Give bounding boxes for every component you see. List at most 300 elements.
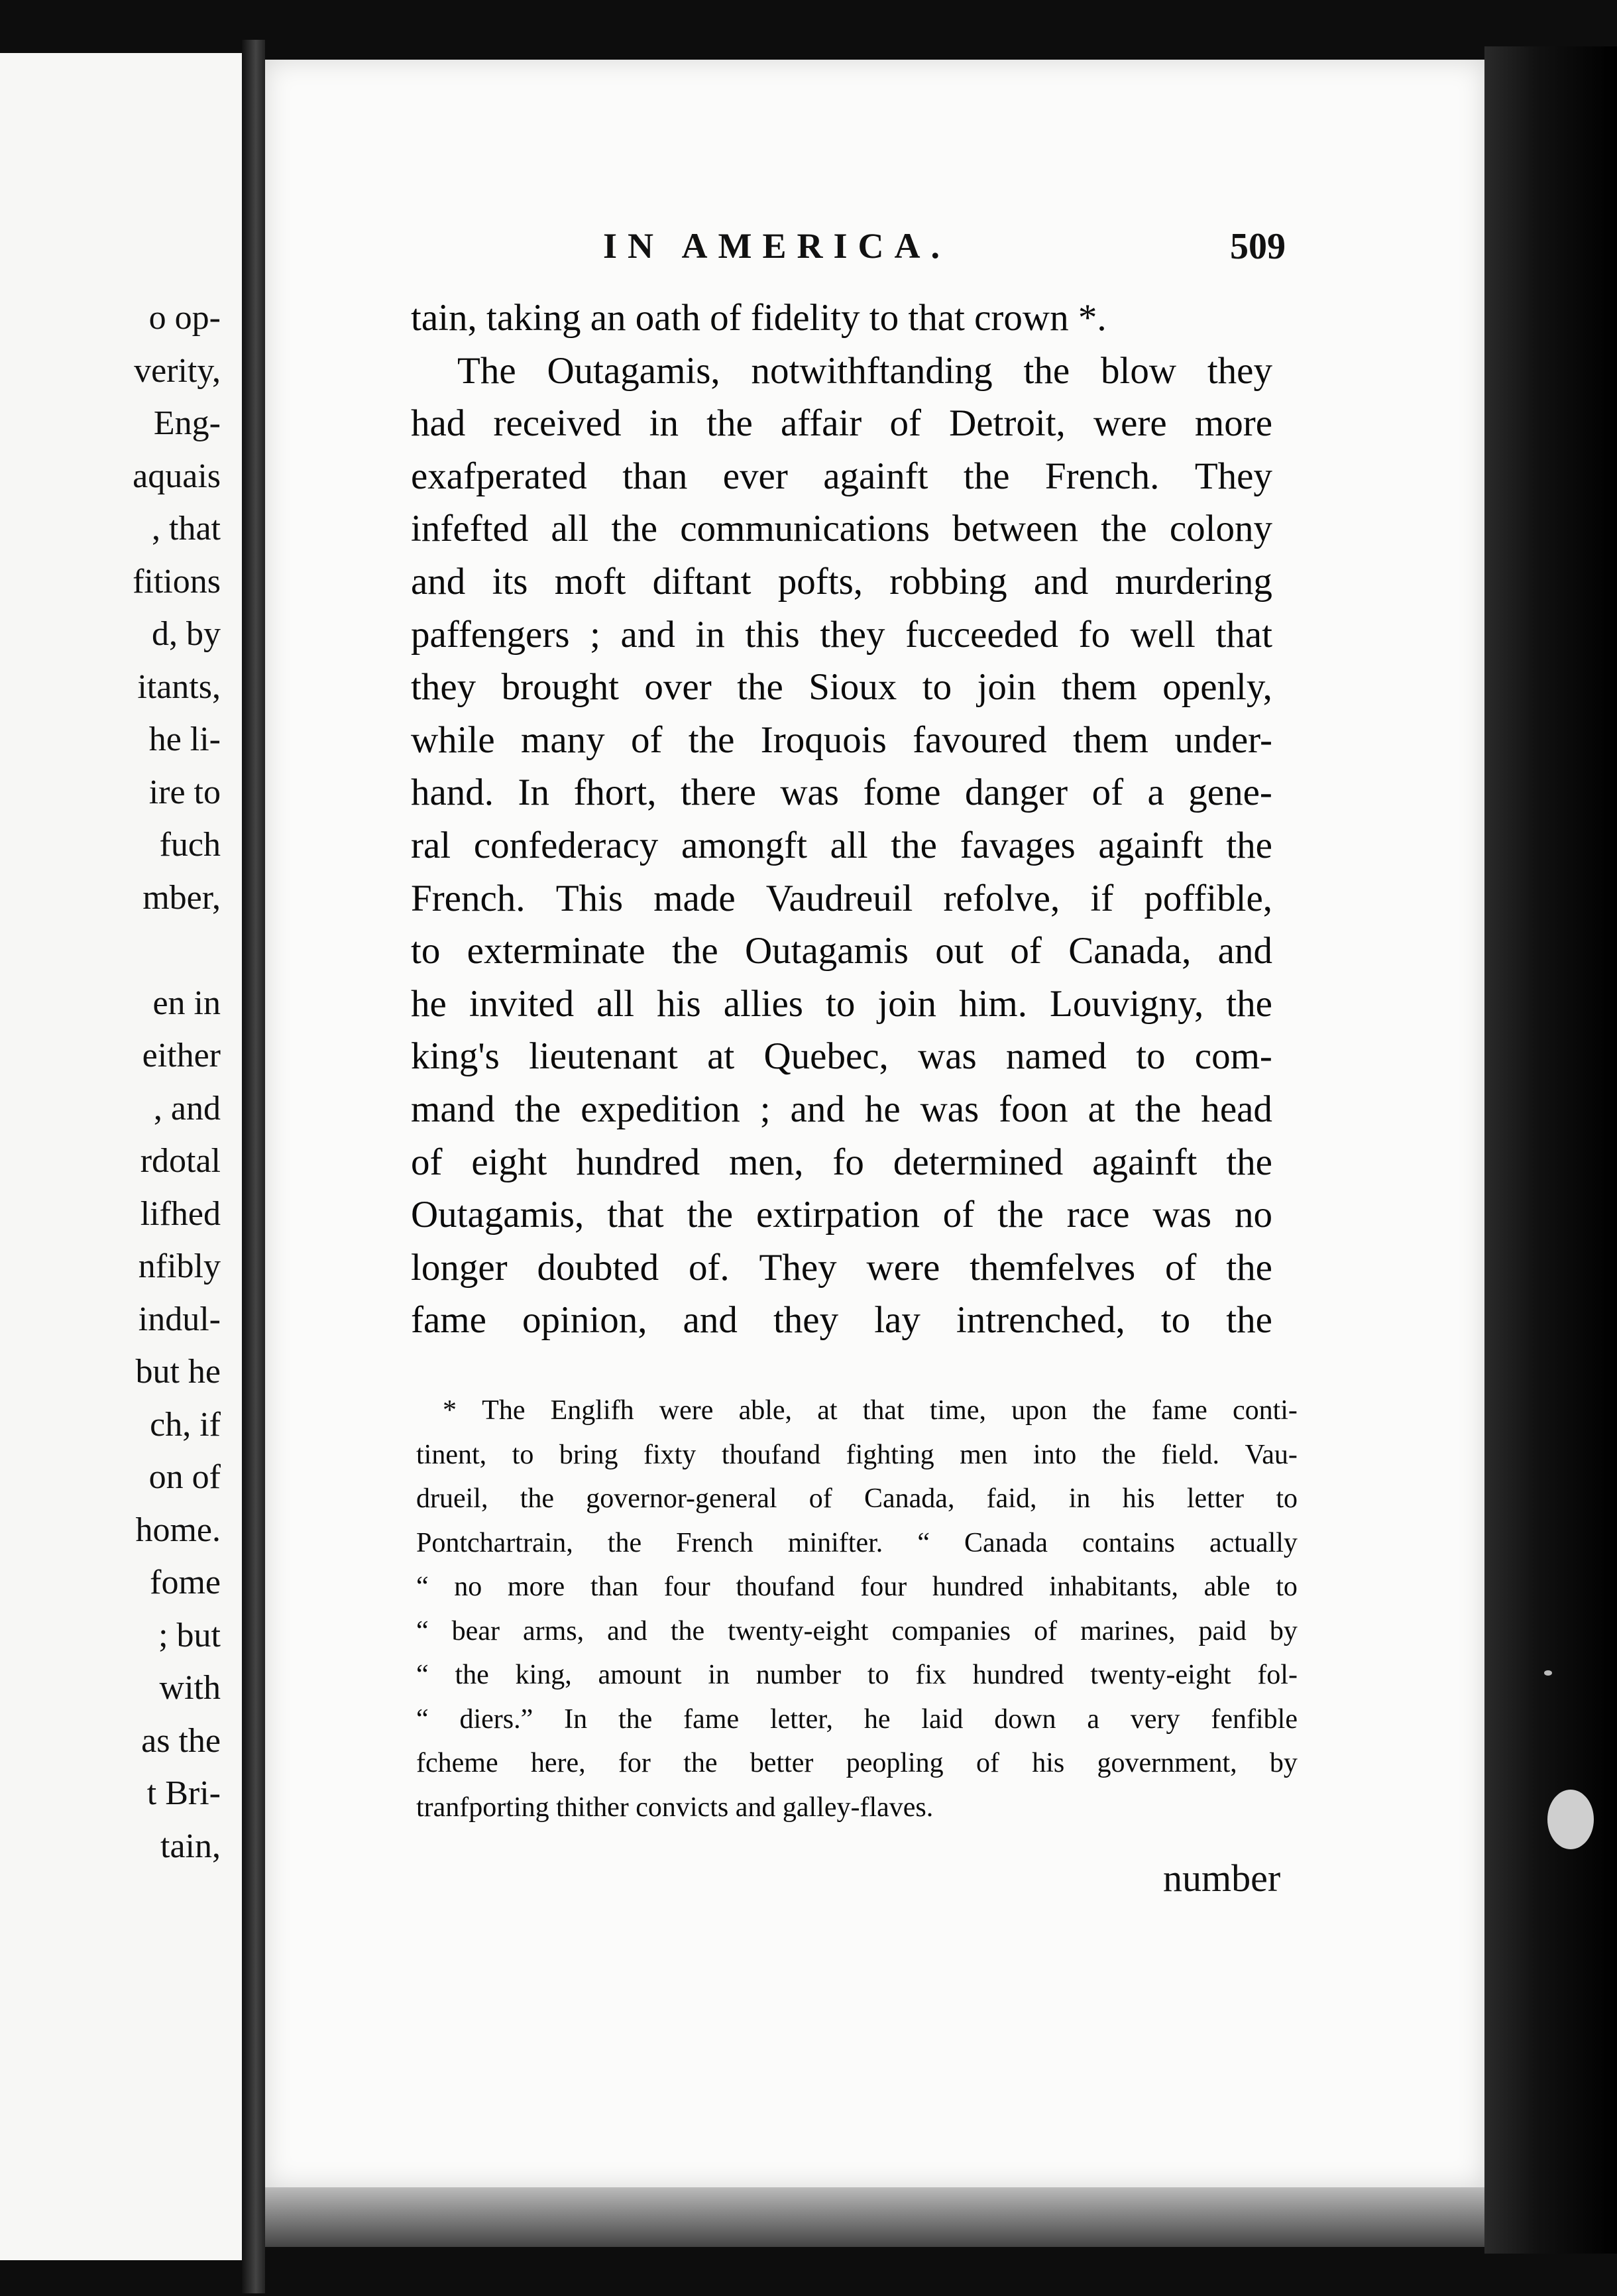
word: favoured — [913, 718, 1047, 761]
word: the — [611, 508, 658, 550]
word: thoufand — [721, 1439, 821, 1470]
previous-page-line: nfibly — [138, 1247, 221, 1285]
word: exafperated — [411, 455, 587, 497]
word: bear — [451, 1615, 500, 1646]
running-head — [331, 225, 1286, 272]
word: join — [877, 982, 937, 1025]
word: that — [607, 1194, 664, 1236]
footnote-line — [416, 1389, 1298, 1433]
word: for — [618, 1748, 651, 1778]
word: brought — [501, 666, 619, 709]
word: In — [564, 1703, 588, 1735]
word: head — [1201, 1088, 1272, 1130]
word: the — [1226, 824, 1272, 866]
word: extirpation — [755, 1194, 920, 1236]
word: “ — [416, 1615, 429, 1646]
word: of — [942, 1194, 975, 1236]
word: twenty-eight — [728, 1615, 869, 1646]
word: there — [680, 772, 756, 814]
word: field. — [1161, 1439, 1220, 1470]
ink-blemish — [1547, 1790, 1594, 1849]
word: doubted — [537, 1246, 659, 1289]
word: they — [411, 666, 476, 709]
word: actually — [1209, 1527, 1298, 1558]
word: Outagamis — [744, 930, 909, 972]
word: the — [607, 1527, 642, 1558]
word: into — [1032, 1439, 1077, 1470]
word: opinion, — [522, 1299, 647, 1342]
word: the — [514, 1088, 561, 1130]
word: ; — [759, 1088, 771, 1130]
word: its — [492, 560, 528, 603]
word: invited — [469, 982, 575, 1025]
word: than — [622, 455, 688, 497]
word: than — [590, 1572, 639, 1602]
word: the — [688, 718, 735, 761]
word: the — [618, 1703, 653, 1735]
word: while — [411, 718, 495, 761]
word: under- — [1174, 718, 1272, 761]
word: inhabitants, — [1049, 1572, 1178, 1602]
word: fixty — [643, 1439, 697, 1470]
word: ; — [590, 613, 600, 656]
word: Canada — [964, 1527, 1048, 1558]
page-bottom-edge — [265, 2187, 1484, 2247]
footnote-line — [416, 1653, 1298, 1697]
word: hundred — [972, 1660, 1064, 1690]
word: at — [817, 1395, 838, 1426]
word: convicts — [636, 1792, 736, 1823]
word: he — [864, 1088, 901, 1130]
word: hand. — [411, 772, 494, 814]
word: com- — [1194, 1035, 1272, 1078]
word: notwithftanding — [751, 349, 993, 392]
word: men — [960, 1439, 1008, 1470]
word: themfelves — [970, 1246, 1136, 1289]
word: king, — [515, 1660, 572, 1690]
text-line — [411, 1294, 1272, 1347]
word: poffible, — [1144, 877, 1272, 919]
word: Canada, — [864, 1483, 955, 1514]
word: Vau- — [1245, 1439, 1298, 1470]
footnote-line — [416, 1609, 1298, 1654]
word: received — [493, 402, 622, 445]
word: fix — [915, 1660, 946, 1690]
word: better — [750, 1748, 814, 1778]
word: thither — [556, 1792, 636, 1823]
word: the — [737, 666, 783, 709]
previous-page-line: indul- — [138, 1300, 221, 1338]
previous-page-line: Eng- — [153, 404, 221, 442]
word: fome — [863, 772, 941, 814]
word: and — [1217, 930, 1272, 972]
word: down — [994, 1703, 1056, 1735]
word: no — [1234, 1194, 1272, 1236]
word: four — [860, 1572, 907, 1602]
word: thoufand — [736, 1572, 835, 1602]
word: all — [830, 824, 868, 866]
footnote-line — [416, 1521, 1298, 1566]
word: arms, — [522, 1615, 585, 1646]
text-line — [411, 925, 1272, 978]
word: colony — [1169, 508, 1272, 550]
word: They — [1194, 455, 1272, 497]
word: drueil, — [416, 1483, 488, 1514]
word: foon — [999, 1088, 1068, 1130]
word: ral — [411, 824, 451, 866]
text-line — [411, 766, 1272, 819]
word: fo — [1078, 613, 1111, 656]
word: government, — [1097, 1748, 1237, 1778]
word: his — [1032, 1748, 1065, 1778]
word: in — [708, 1660, 730, 1690]
previous-page-line: , that — [152, 510, 221, 547]
word: had — [411, 402, 466, 445]
word: out — [935, 930, 984, 972]
word: longer — [411, 1246, 508, 1289]
word: all — [551, 508, 589, 550]
word: that — [1215, 613, 1272, 656]
word: and — [607, 1615, 647, 1646]
previous-page-line: ; but — [158, 1616, 221, 1654]
word: refolve, — [943, 877, 1060, 919]
word: and — [683, 1299, 738, 1342]
previous-page-line: rdotal — [140, 1142, 221, 1180]
word: blow — [1101, 349, 1176, 392]
previous-page-line: mber, — [142, 878, 221, 917]
word: * — [443, 1395, 457, 1426]
word: laid — [921, 1703, 964, 1735]
word: to — [922, 666, 952, 709]
word: very — [1130, 1703, 1180, 1735]
word: made — [653, 877, 736, 919]
word: determined — [893, 1141, 1064, 1183]
word: the — [1226, 1299, 1272, 1342]
word: no — [454, 1572, 482, 1602]
word: more — [1194, 402, 1272, 445]
word: and — [620, 613, 675, 656]
text-line — [411, 450, 1272, 503]
word: gene- — [1188, 772, 1272, 814]
word: robbing — [889, 560, 1007, 603]
previous-page-line: o op- — [148, 299, 221, 337]
word: tain, — [411, 297, 486, 339]
word: The — [482, 1395, 526, 1426]
word: race — [1066, 1194, 1130, 1236]
word: at — [707, 1035, 735, 1078]
word: Louvigny, — [1050, 982, 1204, 1025]
word: paffengers — [411, 613, 570, 656]
word: pofts, — [777, 560, 863, 603]
word: oath — [635, 297, 710, 339]
word: minifter. — [787, 1527, 883, 1558]
footnote-line — [416, 1433, 1298, 1477]
word: upon — [1011, 1395, 1068, 1426]
word: if — [1090, 877, 1114, 919]
word: here, — [530, 1748, 586, 1778]
word: amongft — [681, 824, 807, 866]
word: and — [790, 1088, 845, 1130]
word: of — [710, 297, 751, 339]
running-head-title: IN AMERICA. — [603, 226, 951, 266]
previous-page-line: he li- — [148, 720, 221, 758]
word: this — [745, 613, 800, 656]
word: intrenched, — [956, 1299, 1125, 1342]
word: they — [773, 1299, 839, 1342]
word: moft — [554, 560, 626, 603]
word: the — [963, 455, 1010, 497]
word: confederacy — [473, 824, 659, 866]
text-line — [411, 345, 1272, 398]
word: allies — [723, 982, 803, 1025]
word: by — [1269, 1615, 1298, 1646]
word: diftant — [652, 560, 752, 603]
footnote — [416, 1389, 1298, 1829]
word: to — [411, 930, 441, 972]
word: in — [649, 402, 679, 445]
word: “ — [416, 1660, 429, 1690]
word: This — [555, 877, 624, 919]
word: peopling — [846, 1748, 944, 1778]
word: In — [518, 772, 549, 814]
page-number: 509 — [1230, 226, 1286, 267]
word: mand — [411, 1088, 495, 1130]
word: lay — [874, 1299, 920, 1342]
word: ever — [722, 455, 788, 497]
previous-page-line: aquais — [133, 457, 221, 495]
word: contains — [1082, 1527, 1175, 1558]
word: men, — [729, 1141, 804, 1183]
previous-page-line: ire to — [148, 773, 221, 811]
word: the — [683, 1748, 718, 1778]
word: lieutenant — [529, 1035, 678, 1078]
word: “ — [416, 1572, 429, 1602]
word: French. — [411, 877, 526, 919]
word: expedition — [581, 1088, 740, 1130]
word: danger — [965, 772, 1068, 814]
word: all — [596, 982, 635, 1025]
word: communications — [680, 508, 930, 550]
word: was — [1152, 1194, 1212, 1236]
previous-page-line: home. — [135, 1511, 221, 1549]
word: between — [952, 508, 1078, 550]
text-line — [411, 1136, 1272, 1189]
word: againft — [1092, 1141, 1198, 1183]
footnote-line — [416, 1477, 1298, 1521]
word: in — [1068, 1483, 1091, 1514]
word: againft — [823, 455, 928, 497]
word: bring — [559, 1439, 618, 1470]
page-edge — [1484, 46, 1617, 2254]
text-line — [411, 608, 1272, 661]
word: Vaudreuil — [765, 877, 913, 919]
word: number — [755, 1660, 842, 1690]
word: Pontchartrain, — [416, 1527, 573, 1558]
previous-page-line: either — [142, 1037, 221, 1074]
word: join — [977, 666, 1036, 709]
previous-page-text — [133, 292, 221, 1872]
text-line — [411, 819, 1272, 872]
word: were — [659, 1395, 714, 1426]
word: *. — [1078, 297, 1107, 339]
word: to — [869, 297, 909, 339]
word: letter — [1186, 1483, 1245, 1514]
previous-page-line: verity, — [134, 351, 221, 390]
word: favages — [960, 824, 1076, 866]
word: to — [826, 982, 856, 1025]
word: affair — [780, 402, 862, 445]
word: Englifh — [550, 1395, 634, 1426]
word: “ — [416, 1703, 429, 1735]
word: the — [1226, 1141, 1272, 1183]
word: faid, — [986, 1483, 1037, 1514]
text-line — [411, 1241, 1272, 1294]
word: of — [1091, 772, 1124, 814]
word: crown — [974, 297, 1078, 339]
previous-page-line: tain, — [160, 1827, 221, 1865]
previous-page-line: but he — [135, 1353, 221, 1391]
word: able, — [738, 1395, 793, 1426]
word: the — [1101, 508, 1147, 550]
word: governor-general — [586, 1483, 777, 1514]
word: them — [1061, 666, 1137, 709]
previous-page-line: fuch — [159, 826, 221, 864]
book-gutter — [242, 40, 265, 2293]
word: he — [864, 1703, 891, 1735]
word: the — [687, 1194, 734, 1236]
word: of. — [688, 1246, 730, 1289]
word: fol- — [1257, 1660, 1298, 1690]
word: the — [1092, 1395, 1127, 1426]
word: eight — [471, 1141, 547, 1183]
text-line — [411, 502, 1272, 555]
word: to — [1276, 1572, 1298, 1602]
word: to — [1276, 1483, 1298, 1514]
word: The — [457, 349, 516, 392]
word: were — [866, 1246, 940, 1289]
word: named — [1005, 1035, 1107, 1078]
previous-page-line: on of — [148, 1458, 221, 1496]
previous-page-line: d, by — [152, 615, 221, 653]
previous-page-line: , and — [153, 1089, 221, 1127]
word: more — [507, 1572, 565, 1602]
word: the — [670, 1615, 705, 1646]
word: letter, — [769, 1703, 834, 1735]
word: of — [1165, 1246, 1197, 1289]
word: Outagamis, — [547, 349, 720, 392]
word: was — [780, 772, 839, 814]
word: was — [920, 1088, 979, 1130]
previous-page-line: t Bri- — [146, 1774, 221, 1812]
text-line — [411, 978, 1272, 1031]
word: they — [1207, 349, 1272, 392]
word: a — [1147, 772, 1164, 814]
word: of — [889, 402, 921, 445]
word: Quebec, — [763, 1035, 889, 1078]
word: fidelity — [750, 297, 869, 339]
word: againft — [1098, 824, 1203, 866]
word: many — [520, 718, 605, 761]
word: “ — [917, 1527, 930, 1558]
word: hundred — [932, 1572, 1024, 1602]
word: in — [695, 613, 725, 656]
word: the — [1226, 982, 1272, 1025]
text-line — [411, 1188, 1272, 1241]
word: well — [1130, 613, 1196, 656]
word: French. — [1044, 455, 1160, 497]
word: fcheme — [416, 1748, 498, 1778]
word: fo — [832, 1141, 864, 1183]
word: conti- — [1232, 1395, 1298, 1426]
word: fame — [411, 1299, 486, 1342]
word: over — [644, 666, 712, 709]
text-line — [411, 661, 1272, 714]
text-line — [411, 872, 1272, 925]
word: an — [590, 297, 636, 339]
word: of — [630, 718, 663, 761]
word: Iroquois — [760, 718, 887, 761]
word: Sioux — [808, 666, 897, 709]
catchword: number — [1163, 1857, 1281, 1900]
footnote-line — [416, 1697, 1298, 1742]
word: the — [672, 930, 718, 972]
word: of — [1010, 930, 1042, 972]
word: twenty-eight — [1090, 1660, 1231, 1690]
word: fighting — [846, 1439, 934, 1470]
word: his — [657, 982, 701, 1025]
word: the — [706, 402, 753, 445]
word: hundred — [576, 1141, 700, 1183]
word: French — [676, 1527, 753, 1558]
word: and — [735, 1792, 783, 1823]
word: tinent, — [416, 1439, 487, 1470]
word: companies — [891, 1615, 1011, 1646]
text-line — [411, 555, 1272, 608]
previous-page-line: en in — [152, 984, 221, 1022]
word: Canada, — [1068, 930, 1192, 972]
previous-page-line — [133, 924, 221, 977]
previous-page-fragment — [0, 53, 246, 2260]
previous-page-line: itants, — [137, 667, 221, 706]
word: he — [411, 982, 447, 1025]
word: time, — [929, 1395, 986, 1426]
word: Detroit, — [949, 402, 1066, 445]
word: Outagamis, — [411, 1194, 585, 1236]
word: of — [1034, 1615, 1058, 1646]
word: marines, — [1080, 1615, 1176, 1646]
word: the — [1226, 1246, 1272, 1289]
word: paid — [1198, 1615, 1247, 1646]
text-line — [411, 1030, 1272, 1083]
word: at — [1087, 1088, 1115, 1130]
previous-page-line: with — [159, 1669, 221, 1707]
word: the — [1101, 1439, 1137, 1470]
previous-page-line: as the — [141, 1721, 221, 1760]
word: a — [1087, 1703, 1100, 1735]
ink-blemish — [1544, 1670, 1552, 1676]
word: able — [1203, 1572, 1251, 1602]
word: to — [512, 1439, 534, 1470]
word: them — [1073, 718, 1148, 761]
text-line — [411, 292, 1272, 345]
word: that — [862, 1395, 905, 1426]
word: diers.” — [459, 1703, 533, 1735]
previous-page-line: lifhed — [140, 1194, 221, 1233]
word: fenfible — [1211, 1703, 1298, 1735]
word: and — [1033, 560, 1089, 603]
word: of — [411, 1141, 443, 1183]
word: and — [411, 560, 466, 603]
